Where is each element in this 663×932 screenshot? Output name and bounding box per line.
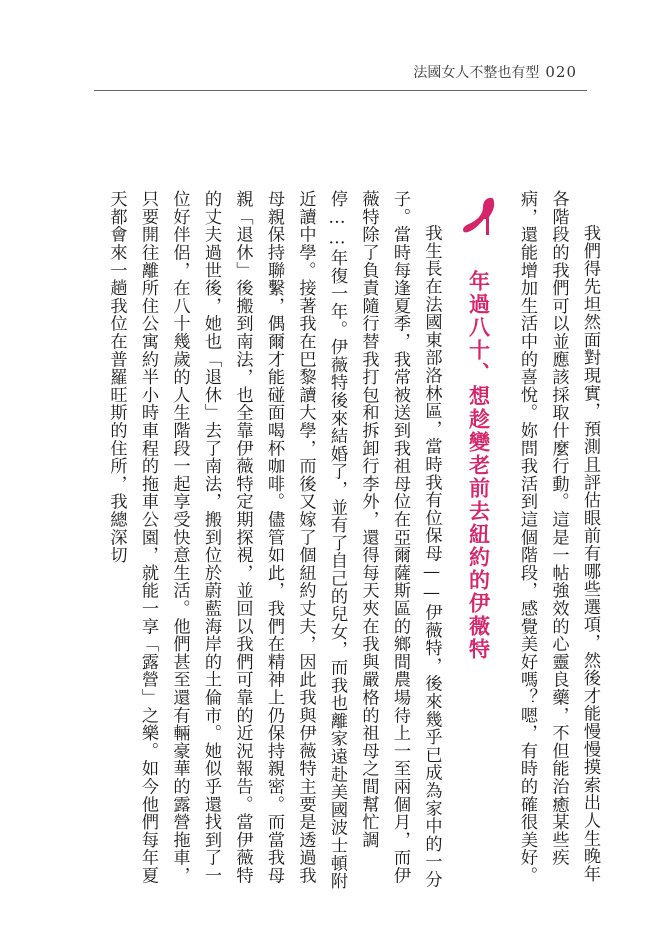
book-title: 法國女人不整也有型 — [413, 65, 540, 81]
body-paragraph: 我生長在法國東部洛林區，當時我有位保母——伊薇特，後來幾乎已成為家中的一分子。當時每逢夏季，我常被送到我祖母位在亞爾薩斯區的鄉間農場待上一至兩個月，而伊薇特除了負責隨行替我打包和拆卸行李外，還得每天夾在我與嚴格的祖母之間幫忙調停……年復一年。伊薇特後來結婚了，並有了自己的兒女，而我也離家遠赴美國波士頓附近讀中學。接著我在巴黎讀大學，而後又嫁了個紐約丈夫，因此我與伊薇特主要是透過我母親保持聯繫，偶爾才能碰面喝杯咖啡。儘管如此，我們在精神上仍保持親密。而當我母親「退休」後搬到南法，也全靠伊薇特定期探視，並回以我們可靠的近況報告。當伊薇特的丈夫過世後，她也「退休」去了南法，搬到位於蔚藍海岸的土倫市。她似乎還找到了一位好伴侶，在八十幾歲的人生階段一起享受快意生活。他們甚至還有輛豪華的露營拖車，只要開往離所住公寓約半小時車程的拖車公園，就能一享「露營」之樂。如今他們每年夏天都會來一趟我位在普羅旺斯的住所，我總深切 — [106, 190, 442, 890]
header-divider — [94, 90, 587, 91]
page-body — [100, 190, 605, 890]
high-heel-shoe-icon — [459, 195, 499, 239]
section-heading-text: 年過八十、想趁變老前去紐約的伊薇特 — [466, 270, 492, 661]
section-heading — [459, 190, 499, 890]
running-header — [413, 62, 577, 82]
intro-paragraph: 我們得先坦然面對現實，預測且評估眼前有哪些選項，然後才能慢慢摸索出人生晚年各階段的我們可以並應該採取什麼行動。這是一帖強效的心靈良藥，不但能治癒某些疾病，還能增加生活中的喜悅。妳問我活到這個階段，感覺美好嗎？嗯，有時的確很美好。 — [517, 190, 600, 885]
page-number: 020 — [545, 63, 577, 81]
